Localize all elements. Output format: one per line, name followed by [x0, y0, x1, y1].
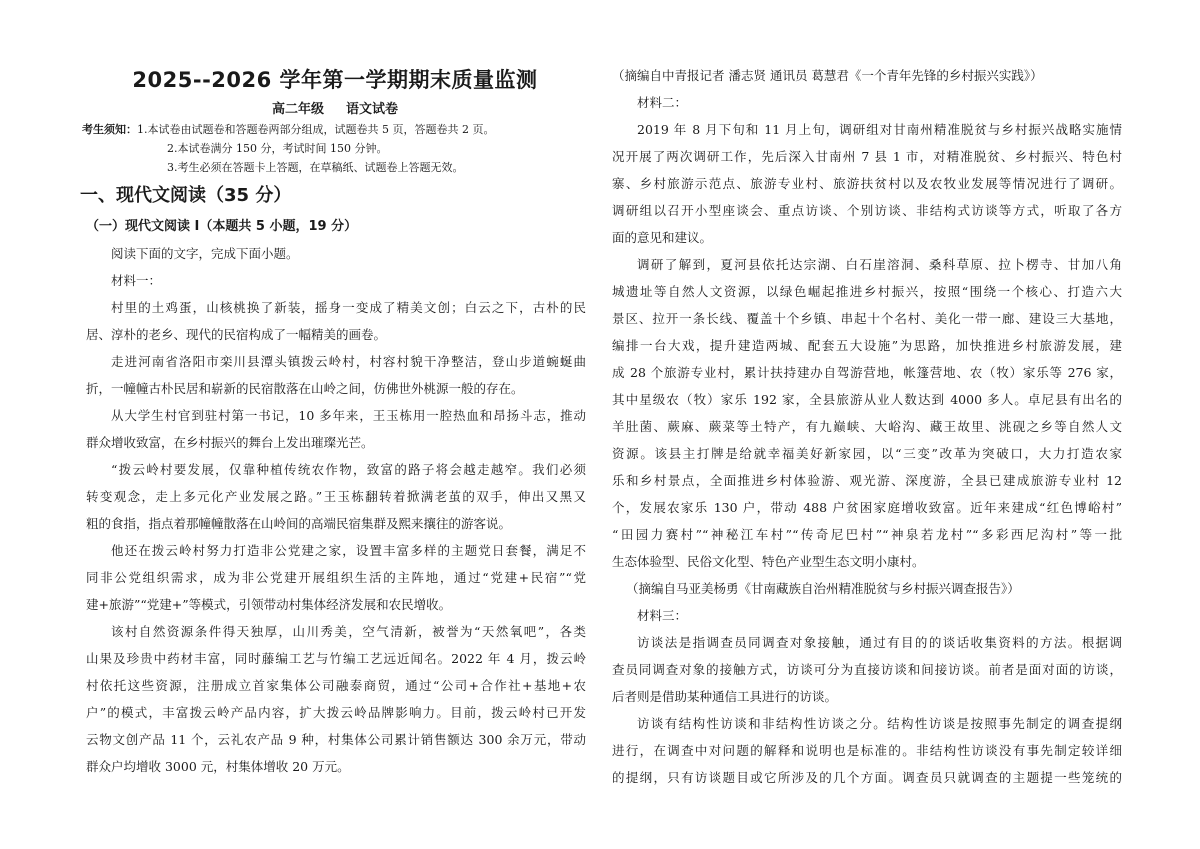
text-line: 折，一幢幢古朴民居和崭新的民宿散落在山岭之间，仿佛世外桃源一般的存在。	[86, 381, 524, 396]
text-line: 资源。该县主打牌是给就幸福美好新家园，以“三变”改革为突破口，大力打造农家	[612, 446, 1122, 461]
text-line: “田园力赛村”“神秘江车村”“传奇尼巴村”“神泉若龙村”“多彩西尼沟村”等一批	[612, 527, 1122, 542]
text-line: 居、淳朴的老乡、现代的民宿构成了一幅精美的画卷。	[86, 327, 387, 342]
text-line: 阅读下面的文字，完成下面小题。	[111, 246, 299, 261]
subject-label: 语文试卷	[346, 102, 399, 117]
right-body-text	[612, 62, 1122, 791]
text-line: 乐和乡村景点，全面推进乡村体验游、观光游、深度游，全县已建成旅游专业村 12	[612, 473, 1122, 488]
text-line: 建+旅游”“党建+”等模式，引领带动村集体经济发展和农民增收。	[86, 597, 452, 612]
text-line: 走进河南省洛阳市栾川县潭头镇拨云岭村，村容村貌干净整洁，登山步道蜿蜒曲	[111, 354, 586, 369]
material-label: 材料一：	[111, 273, 162, 288]
text-line: 转变观念，走上多元化产业发展之路。”王玉栋翻转着掀满老茧的双手，伸出又黑又	[86, 489, 586, 504]
source-citation: （摘编自马亚美杨勇《甘南藏族自治州精准脱贫与乡村振兴调查报告》）	[626, 581, 1020, 596]
text-line: 编排一台大戏，提升建造两城、配套五大设施”为思路，加快推进乡村旅游发展，建	[612, 338, 1122, 353]
text-line: 他还在拨云岭村努力打造非公党建之家，设置丰富多样的主题党日套餐，满足不	[111, 543, 586, 558]
text-line: 同非公党组织需求，成为非公党建开展组织生活的主阵地，通过“党建+民宿”“党	[86, 570, 586, 585]
text-line: 村里的土鸡蛋，山核桃换了新装，摇身一变成了精美文创；白云之下，古朴的民	[111, 300, 586, 315]
text-line: 寨、乡村旅游示范点、旅游专业村、旅游扶贫村以及农牧业发展等情况进行了调研。	[612, 176, 1122, 191]
text-line: 云物文创产品 11 个，云礼农产品 9 种，村集体公司累计销售额达 300 余万元，带动	[86, 732, 586, 747]
text-line: 访谈法是指调查员同调查对象接触，通过有目的的谈话收集资料的方法。根据调	[637, 635, 1122, 650]
text-line: 村依托这些资源，注册成立首家集体公司融泰商贸，通过“公司+合作社+基地+农	[86, 678, 586, 693]
note-item: 2.本试卷满分 150 分，考试时间 150 分钟。	[167, 142, 388, 155]
source-citation: （摘编自中青报记者 潘志贤 通讯员 葛慧君《一个青年先锋的乡村振兴实践》）	[612, 68, 1043, 83]
text-line: 其中星级农（牧）家乐 192 家，全县旅游从业人数达到 4000 多人。卓尼县有出名的	[612, 392, 1122, 407]
text-line: 群众增收致富，在乡村振兴的舞台上发出璀璨光芒。	[86, 435, 374, 450]
exam-subtitle	[80, 98, 590, 117]
text-line: 成 28 个旅游专业村，累计扶持建办自驾游营地，帐篷营地、农（牧）家乐等 276 家，	[612, 365, 1122, 380]
note-item: 3.考生必须在答题卡上答题，在草稿纸、试题卷上答题无效。	[167, 161, 464, 174]
text-line: “拨云岭村要发展，仅靠种植传统农作物，致富的路子将会越走越窄。我们必须	[111, 462, 586, 477]
text-line: 个，发展农家乐 130 户，带动 488 户贫困家庭增收致富。近年来建成“红色博峪村”	[612, 500, 1122, 515]
text-line: 粗的食指，指点着那幢幢散落在山岭间的高端民宿集群及熙来攘往的游客说。	[86, 516, 512, 531]
notes-label: 考生须知：	[82, 123, 137, 136]
text-line: 访谈有结构性访谈和非结构性访谈之分。结构性访谈是按照事先制定的调查提纲	[637, 716, 1122, 731]
text-line: 查员同调查对象的接触方式，访谈可分为直接访谈和间接访谈。前者是面对面的访谈，	[612, 662, 1122, 677]
text-line: 城遗址等自然人文资源，以绿色崛起推进乡村振兴，按照“围绕一个核心、打造六大	[612, 284, 1122, 299]
section-heading: 一、现代文阅读（35 分）	[80, 185, 292, 206]
text-line: 该村自然资源条件得天独厚，山川秀美，空气清新，被誉为“天然氧吧”，各类	[111, 624, 586, 639]
grade-label: 高二年级	[271, 102, 324, 117]
text-line: 调研组以召开小型座谈会、重点访谈、个别访谈、非结构式访谈等方式，听取了各方	[612, 203, 1122, 218]
text-line: 后者则是借助某种通信工具进行的访谈。	[612, 689, 838, 704]
text-line: 户”的模式，丰富拨云岭产品内容，扩大拨云岭品牌影响力。目前，拨云岭村已开发	[86, 705, 586, 720]
text-line: 进行，在调查中对问题的解释和说明也是标准的。非结构性访谈没有事先制定较详细	[612, 743, 1122, 758]
text-line: 群众户均增收 3000 元，村集体增收 20 万元。	[86, 759, 350, 774]
material-label: 材料二：	[637, 95, 688, 110]
text-line: 2019 年 8 月下旬和 11 月上旬，调研组对甘南州精准脱贫与乡村振兴战略实施情	[637, 122, 1122, 137]
text-line: 况开展了两次调研工作，先后深入甘南州 7 县 1 市，对精准脱贫、乡村振兴、特色村	[612, 149, 1122, 164]
subsection-heading: （一）现代文阅读 I（本题共 5 小题，19 分）	[86, 219, 358, 234]
exam-title: 2025--2026 学年第一学期期末质量监测	[132, 68, 538, 92]
text-line: 生态体验型、民俗文化型、特色产业型生态文明小康村。	[612, 554, 925, 569]
text-line: 调研了解到，夏河县依托达宗湖、白石崖溶洞、桑科草原、拉卜楞寺、甘加八角	[637, 257, 1122, 272]
candidate-notes	[82, 120, 582, 177]
text-line: 景区、拉开一条长线、覆盖十个乡镇、串起十个名村、美化一带一廊、建设三大基地，	[612, 311, 1122, 326]
text-line: 山果及珍贵中药材丰富，同时藤编工艺与竹编工艺远近闻名。2022 年 4 月，拨云岭	[86, 651, 586, 666]
text-line: 从大学生村官到驻村第一书记，10 多年来，王玉栋用一腔热血和昂扬斗志，推动	[111, 408, 586, 423]
text-line: 面的意见和建议。	[612, 230, 713, 245]
text-line: 羊肚菌、蕨麻、蕨菜等土特产，有九巅峡、大峪沟、藏王故里、洮砚之乡等自然人文	[612, 419, 1122, 434]
text-line: 的提纲，只有访谈题目或它所涉及的几个方面。调查员只就调查的主题提一些笼统的	[612, 770, 1122, 785]
note-item	[82, 120, 582, 139]
material-label: 材料三：	[637, 608, 688, 623]
note-text: 1.本试卷由试题卷和答题卷两部分组成，试题卷共 5 页，答题卷共 2 页。	[137, 123, 495, 136]
left-body-text	[86, 240, 586, 780]
